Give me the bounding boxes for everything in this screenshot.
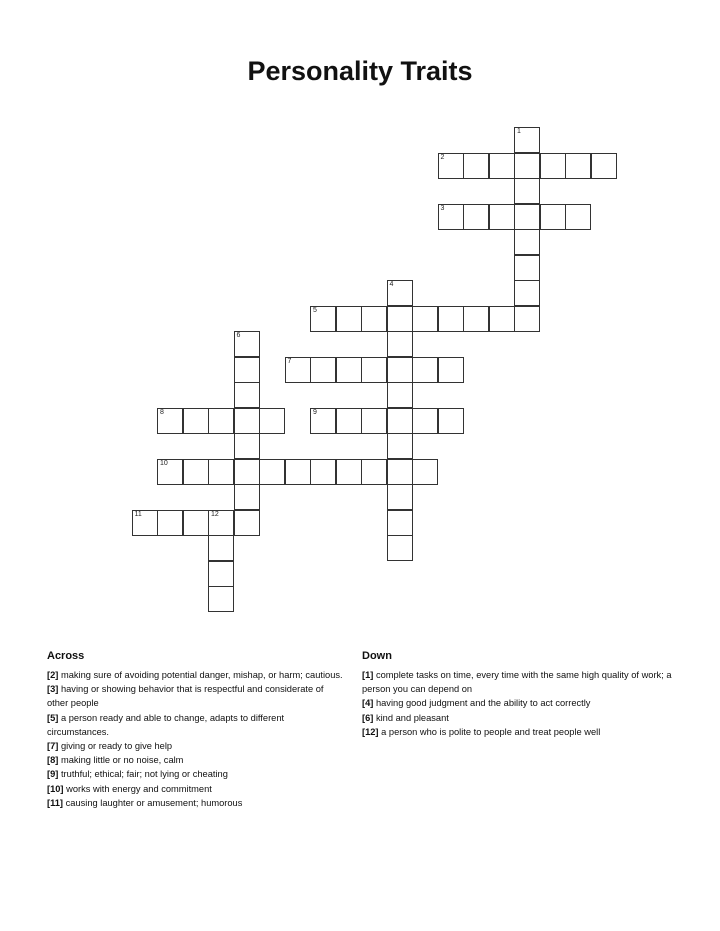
grid-cell[interactable] [208,510,234,536]
grid-cell[interactable] [514,127,540,153]
grid-cell[interactable] [259,408,285,434]
clue-number: [7] [47,741,59,752]
cell-number: 8 [160,408,164,416]
grid-cell[interactable] [387,535,413,561]
grid-cell[interactable] [310,357,336,383]
down-clue-12 [362,725,682,739]
across-clue-10 [47,782,347,796]
grid-cell[interactable] [438,357,464,383]
clue-text: works with energy and commitment [66,783,212,794]
grid-cell[interactable] [514,204,540,230]
grid-cell[interactable] [540,204,566,230]
clue-text: truthful; ethical; fair; not lying or cheating [60,769,228,780]
clue-text: complete tasks on time, every time with the same high quality of work; a person you can depend on [362,670,672,695]
clue-text: a person who is polite to people and treat people well [381,726,601,737]
grid-cell[interactable] [208,561,234,587]
cell-number: 7 [287,357,292,365]
grid-cell[interactable] [336,459,362,485]
grid-cell[interactable] [514,153,540,179]
grid-cell[interactable] [514,280,540,306]
grid-cell[interactable] [157,510,183,536]
grid-cell[interactable] [361,408,387,434]
cell-number: 3 [440,204,445,212]
clue-number: [1] [362,670,374,680]
clue-number: [8] [47,755,59,766]
clue-text: making sure of avoiding potential danger, mishap, or harm; cautious. [60,670,343,680]
down-clue-4 [362,696,682,710]
clue-number: [6] [362,712,374,723]
grid-cell[interactable] [387,484,413,510]
grid-cell[interactable] [361,459,387,485]
grid-cell[interactable] [361,357,387,383]
grid-cell[interactable] [565,204,591,230]
grid-cell[interactable] [234,433,260,459]
grid-cell[interactable] [463,204,489,230]
grid-cell[interactable] [234,331,260,357]
clue-number: [12] [362,726,379,737]
across-clue-11 [47,796,347,810]
grid-cell[interactable] [489,204,515,230]
cell-number: 5 [313,306,317,314]
cell-number: 6 [236,332,241,339]
clue-text: kind and pleasant [375,712,449,723]
across-clues [47,650,347,810]
grid-cell[interactable] [514,255,540,281]
grid-cell[interactable] [336,408,362,434]
across-clue-5 [47,711,347,739]
grid-cell[interactable] [336,306,362,332]
grid-cell[interactable] [208,408,234,434]
down-clues [362,650,682,739]
grid-cell[interactable] [387,382,413,408]
grid-cell[interactable] [412,408,438,434]
grid-cell[interactable] [387,459,413,485]
grid-cell[interactable] [387,280,413,306]
down-clue-6 [362,711,682,725]
clue-text: having good judgment and the ability to act correctly [375,698,591,709]
clue-number: [10] [47,783,64,794]
grid-cell[interactable] [208,459,234,485]
cell-number: 12 [211,510,219,518]
grid-cell[interactable] [234,510,260,536]
grid-cell[interactable] [463,306,489,332]
grid-cell[interactable] [285,357,311,383]
cell-number: 11 [134,510,142,518]
clue-number: [3] [47,684,59,695]
grid-cell[interactable] [489,153,515,179]
down-heading: Down [362,650,392,662]
cell-number: 4 [389,281,394,288]
grid-cell[interactable] [208,535,234,561]
grid-cell[interactable] [387,408,413,434]
across-clue-8 [47,753,347,767]
grid-cell[interactable] [259,459,285,485]
grid-cell[interactable] [336,357,362,383]
cell-number: 9 [313,408,317,416]
grid-cell[interactable] [565,153,591,179]
grid-cell[interactable] [540,153,566,179]
clue-number: [9] [47,769,59,780]
grid-cell[interactable] [310,408,336,434]
grid-cell[interactable] [387,306,413,332]
grid-cell[interactable] [183,459,209,485]
grid-cell[interactable] [489,306,515,332]
grid-cell[interactable] [234,408,260,434]
clue-text: making little or no noise, calm [60,755,184,766]
grid-cell[interactable] [463,153,489,179]
grid-cell[interactable] [208,586,234,612]
grid-cell[interactable] [412,306,438,332]
clue-text: giving or ready to give help [60,741,173,752]
grid-cell[interactable] [438,153,464,179]
grid-cell[interactable] [514,229,540,255]
grid-cell[interactable] [157,459,183,485]
cell-number: 10 [160,459,168,467]
grid-cell[interactable] [438,306,464,332]
grid-cell[interactable] [310,459,336,485]
across-clue-3 [47,682,347,710]
puzzle-title: Personality Traits [247,56,473,86]
grid-cell[interactable] [387,433,413,459]
across-clue-7 [47,739,347,753]
clue-number: [5] [47,712,59,723]
grid-cell[interactable] [387,510,413,536]
grid-cell[interactable] [387,331,413,357]
clue-text: a person ready and able to change, adapts to different circumstances. [47,712,285,737]
grid-cell[interactable] [234,382,260,408]
clue-text: having or showing behavior that is respectful and considerate of other people [47,684,324,709]
across-clue-9 [47,767,347,781]
grid-cell[interactable] [412,459,438,485]
across-heading: Across [47,650,85,662]
cell-number: 1 [517,128,521,135]
grid-cell[interactable] [412,357,438,383]
grid-cell[interactable] [514,306,540,332]
grid-cell[interactable] [183,510,209,536]
grid-cell[interactable] [438,408,464,434]
grid-cell[interactable] [361,306,387,332]
grid-cell[interactable] [234,459,260,485]
grid-cell[interactable] [183,408,209,434]
cell-number: 2 [440,153,445,161]
grid-cell[interactable] [285,459,311,485]
clue-number: [2] [47,670,59,680]
clue-text: causing laughter or amusement; humorous [65,797,243,808]
across-clue-2 [47,668,347,682]
grid-cell[interactable] [591,153,617,179]
grid-cell[interactable] [157,408,183,434]
grid-cell[interactable] [310,306,336,332]
down-clue-1 [362,668,682,696]
grid-cell[interactable] [438,204,464,230]
grid-cell[interactable] [387,357,413,383]
grid-cell[interactable] [514,178,540,204]
clue-number: [4] [362,698,374,709]
clue-number: [11] [47,797,64,808]
grid-cell[interactable] [234,484,260,510]
grid-cell[interactable] [234,357,260,383]
grid-cell[interactable] [132,510,158,536]
